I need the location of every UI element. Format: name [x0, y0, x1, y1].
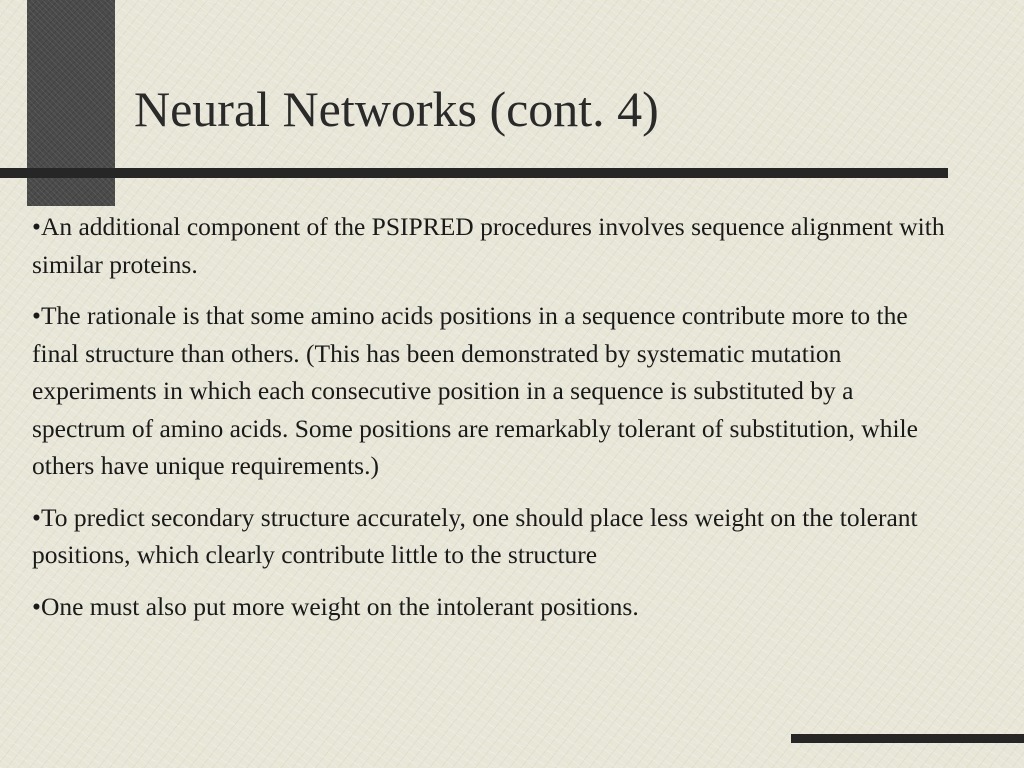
bullet-marker: •: [32, 591, 41, 621]
bullet-item: [32, 499, 952, 574]
bullet-marker: •: [32, 212, 41, 241]
slide-title: Neural Networks (cont. 4): [134, 81, 659, 137]
slide-body: [32, 208, 952, 639]
bottom-decorative-rule: [791, 734, 1024, 743]
bullet-item: [32, 297, 952, 485]
bullet-text: To predict secondary structure accurately, one should place less weight on the tolerant positions, which clearly contribute little to the structure: [32, 502, 918, 569]
bullet-item: [32, 208, 952, 283]
bullet-marker: •: [32, 301, 41, 330]
bullet-marker: •: [32, 502, 41, 532]
title-underline-rule: [0, 168, 948, 178]
bullet-text: One must also put more weight on the intolerant positions.: [40, 591, 639, 621]
bullet-item: [32, 588, 952, 626]
bullet-text: The rationale is that some amino acids positions in a sequence contribute more to the final structure than others. (This has been demonstrated by systematic mutation experiments in which each consecutive position in a sequence is substituted by a spectrum of amino acids. Some positions are remarkably tolerant of substitution, while others have unique requirements.): [32, 301, 918, 480]
bullet-text: An additional component of the PSIPRED procedures involves sequence alignment with similar proteins.: [32, 212, 945, 279]
